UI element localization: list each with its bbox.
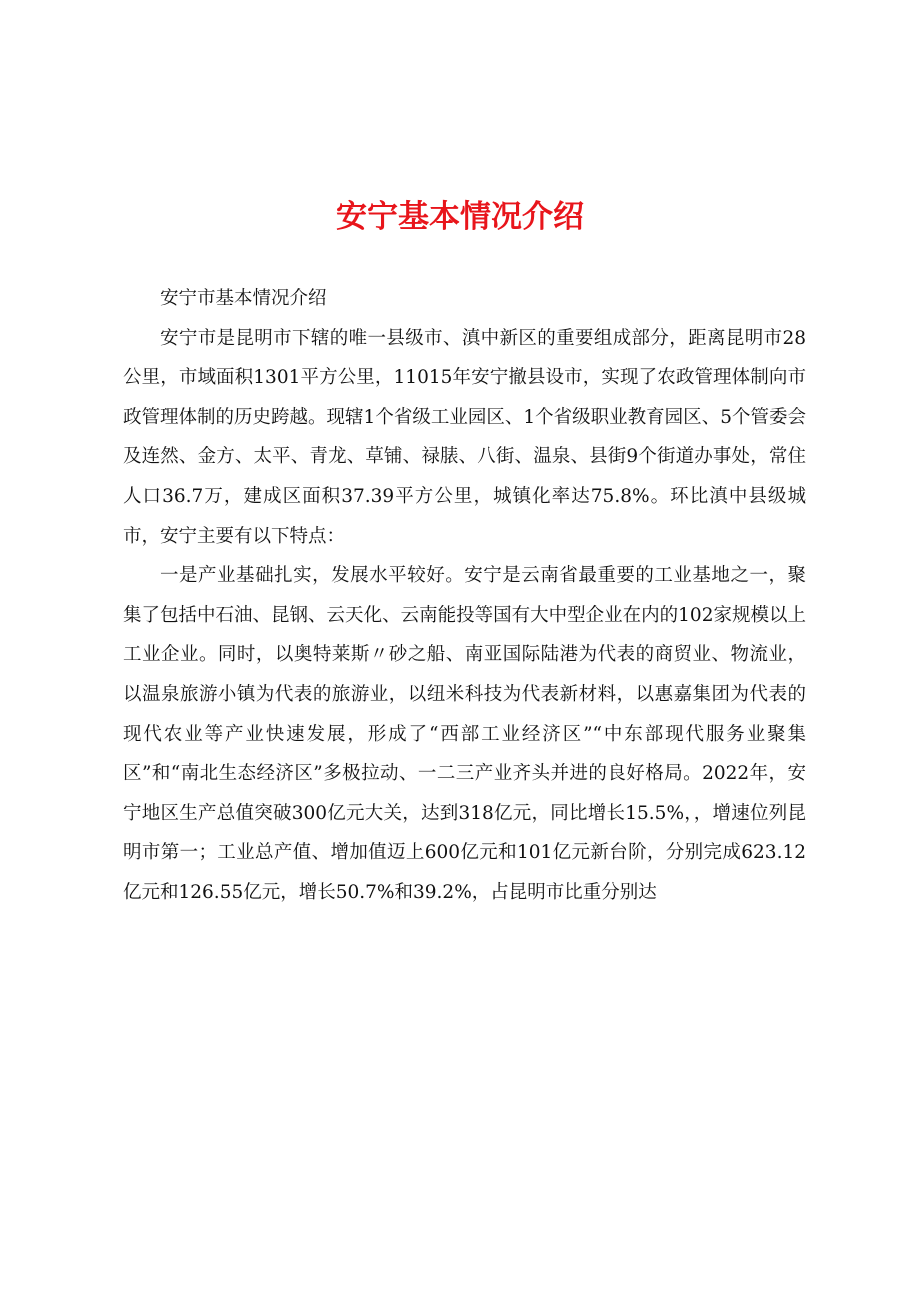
document-body bbox=[123, 279, 806, 913]
paragraph-industry: 一是产业基础扎实，发展水平较好。安宁是云南省最重要的工业基地之一，聚集了包括中石油、昆钢、云天化、云南能投等国有大中型企业在内的102家规模以上工业企业。同时，以奥特莱斯〃砂之船、南亚国际陆港为代表的商贸业、物流业，以温泉旅游小镇为代表的旅游业，以纽米科技为代表新材料，以惠嘉集团为代表的现代农业等产业快速发展，形成了“西部工业经济区”“中东部现代服务业聚集区”和“南北生态经济区”多极拉动、一二三产业齐头并进的良好格局。2022年，安宁地区生产总值突破300亿元大关，达到318亿元，同比增长15.5%，，增速位列昆明市第一；工业总产值、增加值迈上600亿元和101亿元新台阶，分别完成623.12亿元和126.55亿元，增长50.7%和39.2%，占昆明市比重分别达 bbox=[123, 565, 806, 903]
document-title: 安宁基本情况介绍 bbox=[336, 199, 584, 235]
paragraph-overview: 安宁市是昆明市下辖的唯一县级市、滇中新区的重要组成部分，距离昆明市28公里，市域面积1301平方公里，11015年安宁撤县设市，实现了农政管理体制向市政管理体制的历史跨越。现辖1个省级工业园区、1个省级职业教育园区、5个管委会及连然、金方、太平、青龙、草铺、禄脿、八街、温泉、县街9个街道办事处，常住人口36.7万，建成区面积37.39平方公里，城镇化率达75.8%。环比滇中县级城市，安宁主要有以下特点： bbox=[123, 327, 806, 547]
paragraph-subtitle: 安宁市基本情况介绍 bbox=[160, 288, 327, 309]
